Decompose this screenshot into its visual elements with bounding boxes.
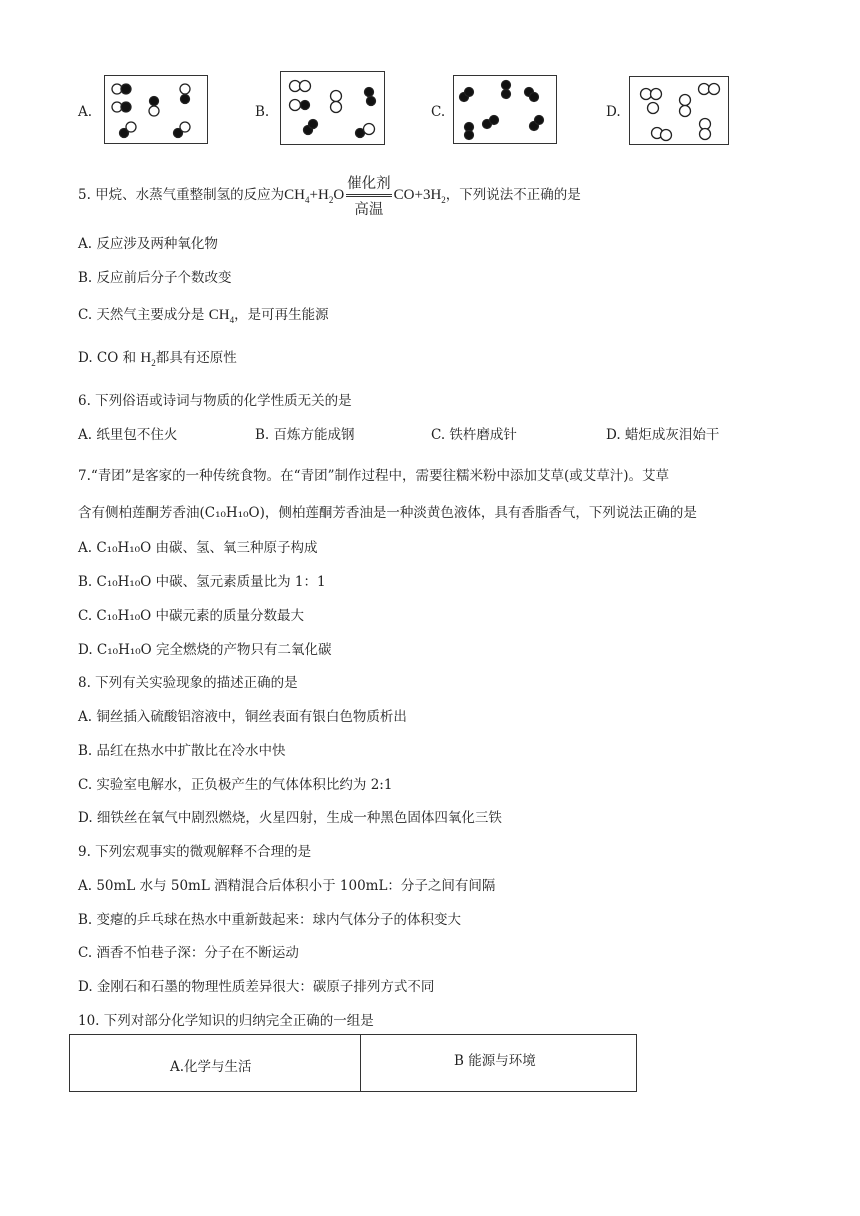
table-cell-b — [361, 1035, 636, 1091]
particle-diagram-c — [453, 75, 557, 144]
formula-products: $CO+3H_2$ — [393, 187, 446, 205]
q9-option-c: C. 酒香不怕巷子深：分子在不断运动 — [78, 945, 299, 961]
question-9-stem: 9. 下列宏观事实的微观解释不合理的是 — [78, 844, 312, 860]
q9-option-a: A. 50mL 水与 50mL 酒精混合后体积小于 100mL：分子之间有间隔 — [78, 878, 496, 894]
formula-h2: $H_2$ — [140, 350, 156, 368]
question-7-stem-line2: 含有侧柏莲酮芳香油(C₁₀H₁₀O)，侧柏莲酮芳香油是一种淡黄色液体，具有香脂香气，下列说法正确的是 — [78, 505, 697, 521]
reaction-condition — [346, 172, 392, 219]
formula-ch4-c: $CH_4$ — [208, 307, 235, 325]
q6-option-b: B. 百炼方能成钢 — [255, 427, 355, 443]
table-cell-a — [70, 1035, 361, 1091]
q8-option-a: A. 铜丝插入硫酸铝溶液中，铜丝表面有银白色物质析出 — [78, 709, 407, 725]
question-6-stem: 6. 下列俗语或诗词与物质的化学性质无关的是 — [78, 393, 352, 409]
q5-option-c: C. 天然气主要成分是 $CH_4$，是可再生能源 — [78, 307, 329, 325]
particle-diagram-d — [629, 76, 729, 145]
catalyst-label: 催化剂 — [346, 172, 392, 197]
temperature-label: 高温 — [354, 202, 384, 218]
q7-option-d: D. C₁₀H₁₀O 完全燃烧的产物只有二氧化碳 — [78, 642, 332, 658]
particle-diagram-a — [104, 75, 208, 144]
q8-option-c: C. 实验室电解水，正负极产生的气体体积比约为 2:1 — [78, 777, 393, 793]
cell-b-label: B 能源与环境 — [454, 1053, 536, 1069]
option-c-label: C. — [431, 104, 446, 120]
option-a-label: A. — [78, 104, 93, 120]
q8-option-b: B. 品红在热水中扩散比在冷水中快 — [78, 743, 286, 759]
question-8-stem: 8. 下列有关实验现象的描述正确的是 — [78, 675, 298, 691]
formula-ch4: $CH_4+H_2O$ — [284, 187, 345, 205]
q5-option-a: A. 反应涉及两种氧化物 — [78, 236, 218, 252]
q7-option-c: C. C₁₀H₁₀O 中碳元素的质量分数最大 — [78, 608, 305, 624]
q10-table — [69, 1034, 637, 1092]
option-d-label: D. — [606, 104, 621, 120]
q9-option-b: B. 变瘪的乒乓球在热水中重新鼓起来：球内气体分子的体积变大 — [78, 912, 462, 928]
q6-option-c: C. 铁杵磨成针 — [431, 427, 517, 443]
q8-option-d: D. 细铁丝在氧气中剧烈燃烧，火星四射，生成一种黑色固体四氧化三铁 — [78, 810, 502, 826]
q7-option-b: B. C₁₀H₁₀O 中碳、氢元素质量比为 1：1 — [78, 574, 326, 590]
q6-option-d: D. 蜡炬成灰泪始干 — [606, 427, 720, 443]
question-5-stem: 5. 甲烷、水蒸气重整制氢的反应为$CH_4+H_2O$ $\frac{\text{催化剂}}{\text{高温}}$ $CO+3H_2$，下列说法不正确的是 — [78, 172, 581, 219]
q9-option-d: D. 金刚石和石墨的物理性质差异很大：碳原子排列方式不同 — [78, 979, 435, 995]
q7-option-a: A. C₁₀H₁₀O 由碳、氢、氧三种原子构成 — [78, 540, 318, 556]
question-7-stem-line1: 7.“青团”是客家的一种传统食物。在“青团”制作过程中，需要往糯米粉中添加艾草(或艾草汁)。艾草 — [78, 468, 670, 484]
q5-option-d: D. CO 和 $H_2$都具有还原性 — [78, 350, 237, 368]
q5-option-b: B. 反应前后分子个数改变 — [78, 270, 232, 286]
particle-diagram-b — [280, 71, 385, 145]
option-b-label: B. — [255, 104, 270, 120]
cell-a-label: A.化学与生活 — [170, 1059, 252, 1075]
q6-option-a: A. 纸里包不住火 — [78, 427, 178, 443]
question-10-stem: 10. 下列对部分化学知识的归纳完全正确的一组是 — [78, 1013, 374, 1029]
